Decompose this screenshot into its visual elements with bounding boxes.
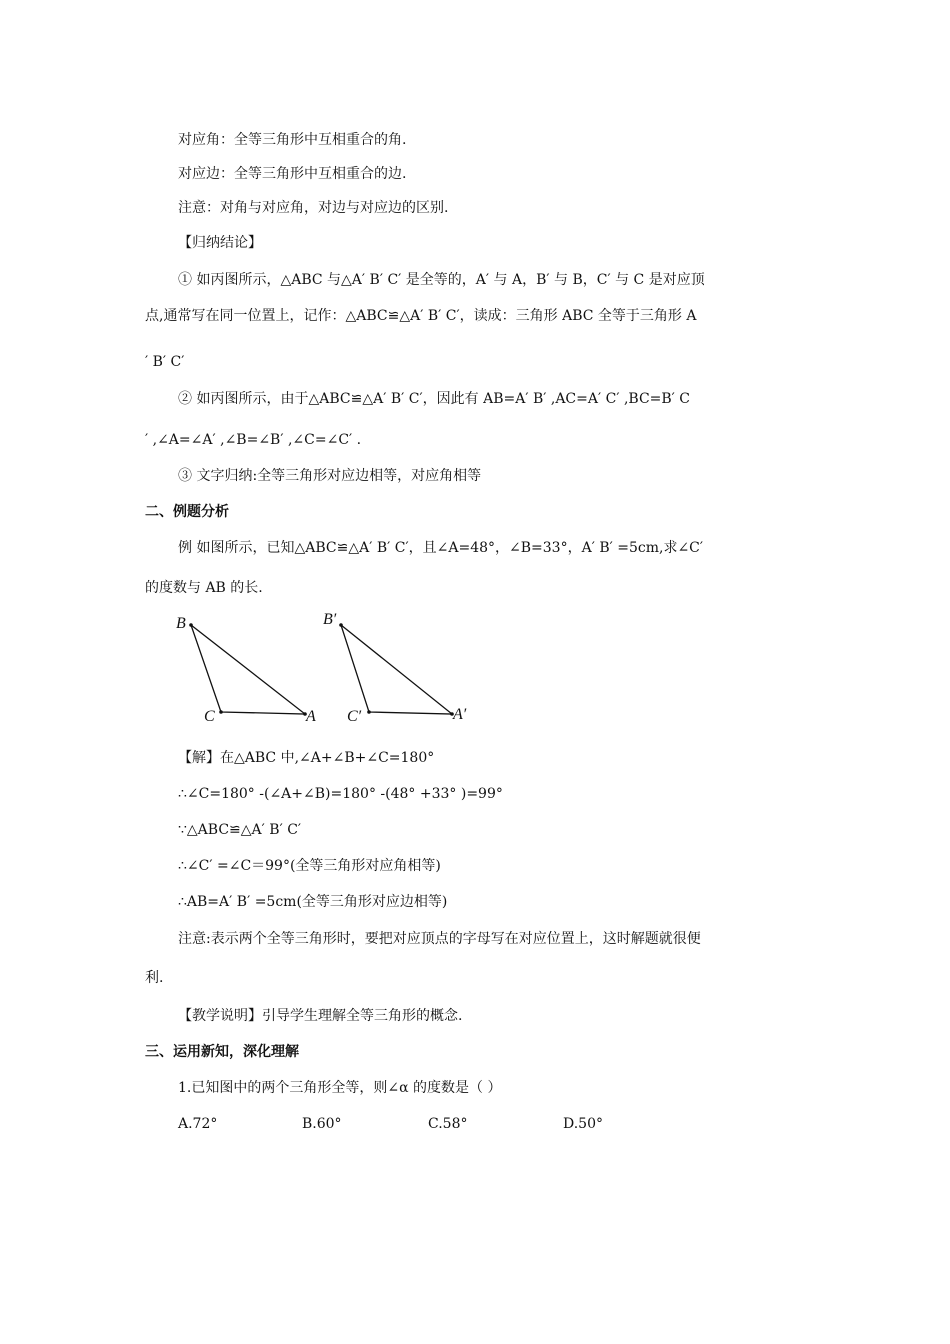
definition-note: 注意：对角与对应角，对边与对应边的区别. xyxy=(178,200,449,216)
definition-corresponding-side: 对应边：全等三角形中互相重合的边. xyxy=(178,166,407,182)
label-a-prime: A′ xyxy=(453,706,467,723)
label-b-prime: B′ xyxy=(323,611,337,628)
triangle-abc-prime xyxy=(323,611,467,725)
option-c: C.58° xyxy=(428,1116,468,1132)
question1-stem: 1.已知图中的两个三角形全等，则∠α 的度数是（ ） xyxy=(178,1080,502,1096)
teaching-note: 【教学说明】引导学生理解全等三角形的概念. xyxy=(178,1008,463,1024)
point1-line3: ′ B′ C′ xyxy=(145,354,185,370)
label-b: B xyxy=(176,615,186,632)
option-a: A.72° xyxy=(178,1116,218,1132)
label-c-prime: C′ xyxy=(347,708,362,725)
solution-line5: ∴AB=A′ B′ =5cm(全等三角形对应边相等) xyxy=(178,894,448,910)
solution-line1: 【解】在△ABC 中,∠A+∠B+∠C=180° xyxy=(178,750,435,766)
example-line2: 的度数与 AB 的长. xyxy=(145,580,263,596)
point2-line1: ② 如丙图所示，由于△ABC≌△A′ B′ C′，因此有 AB=A′ B′ ,AC=A′ C′ ,BC=B′ C xyxy=(178,391,691,407)
label-c: C xyxy=(204,708,215,725)
solution-line3: ∵△ABC≌△A′ B′ C′ xyxy=(178,822,302,838)
triangles-figure xyxy=(170,608,480,733)
option-b: B.60° xyxy=(302,1116,342,1132)
summary-heading: 【归纳结论】 xyxy=(178,235,262,251)
point3: ③ 文字归纳:全等三角形对应边相等，对应角相等 xyxy=(178,468,482,484)
option-d: D.50° xyxy=(563,1116,603,1132)
note-line2: 利. xyxy=(145,970,164,986)
example-line1: 例 如图所示，已知△ABC≌△A′ B′ C′，且∠A=48°，∠B=33°，A′ B′ =5cm,求∠C′ xyxy=(178,540,704,556)
definition-corresponding-angle: 对应角：全等三角形中互相重合的角. xyxy=(178,132,407,148)
label-a: A xyxy=(306,708,316,725)
section2-heading: 二、例题分析 xyxy=(145,504,229,520)
note-line1: 注意:表示两个全等三角形时，要把对应顶点的字母写在对应位置上，这时解题就很便 xyxy=(178,931,701,947)
point1-line2: 点,通常写在同一位置上，记作：△ABC≌△A′ B′ C′，读成：三角形 ABC 全等于三角形 A xyxy=(145,308,697,324)
section3-heading: 三、运用新知，深化理解 xyxy=(145,1044,299,1060)
point1-line1: ① 如丙图所示，△ABC 与△A′ B′ C′ 是全等的，A′ 与 A，B′ 与 B，C′ 与 C 是对应顶 xyxy=(178,272,705,288)
triangle-abc xyxy=(176,615,316,725)
solution-line2: ∴∠C=180° -(∠A+∠B)=180° -(48° +33° )=99° xyxy=(178,786,503,802)
solution-line4: ∴∠C′ =∠C＝99°(全等三角形对应角相等) xyxy=(178,858,441,874)
point2-line2: ′ ,∠A=∠A′ ,∠B=∠B′ ,∠C=∠C′ . xyxy=(145,432,362,448)
